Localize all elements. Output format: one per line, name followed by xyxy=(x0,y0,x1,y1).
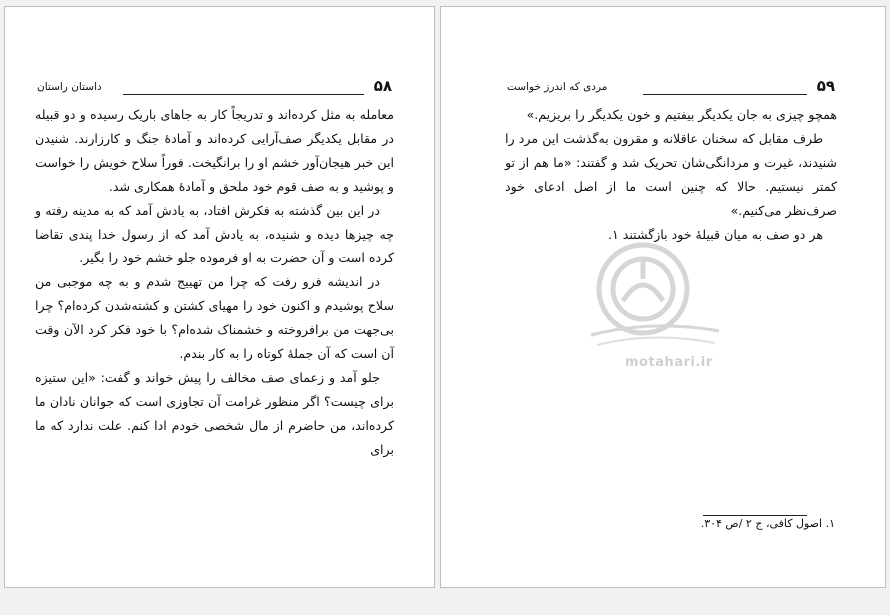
left-page-body xyxy=(35,103,394,462)
page-number: ۵۸ xyxy=(373,77,392,95)
right-page-header xyxy=(507,76,835,98)
paragraph: در اندیشه فرو رفت که چرا من تهییج شدم و به چه موجبی من سلاح پوشیدم و اکنون خود را مهیای کشتن و کشته‌شدن کرده‌ام؟ چرا بی‌جهت من برافروخته و خشمناک شده‌ام؟ با خود فکر کرد الآن وقت آن است که آن جملهٔ کوتاه را به کار بندم. xyxy=(35,274,394,362)
header-rule xyxy=(643,94,807,95)
header-rule xyxy=(123,94,364,95)
right-page-body xyxy=(505,103,837,246)
watermark-url: motahari.ir xyxy=(625,355,713,370)
running-title: مردی که اندرز خواست xyxy=(507,81,608,93)
right-book-page xyxy=(440,6,886,588)
running-title: داستان راستان xyxy=(37,81,102,93)
paragraph: در این بین گذشته به فکرش افتاد، به یادش آمد که به مدینه رفته و چه چیزها دیده و شنیده، به یادش آمد که از رسول خدا پندی تقاضا کرده است و آن حضرت به او فرموده جلو خشم خود را بگیر. xyxy=(35,202,394,266)
page-number: ۵۹ xyxy=(816,77,835,95)
left-book-page xyxy=(4,6,435,588)
paragraph: همچو چیزی به جان یکدیگر بیفتیم و خون یکدیگر را بریزیم.» xyxy=(526,107,837,122)
paragraph: هر دو صف به میان قبیلهٔ خود بازگشتند ۱. xyxy=(607,226,823,242)
footnote: ۱. اصول کافی، ج ۲ /ص ۳۰۴. xyxy=(700,517,835,530)
paragraph: جلو آمد و زعمای صف مخالف را پیش خواند و گفت: «این ستیزه برای چیست؟ اگر منظور غرامت آن تجاوزی است که جوانان نادان ما کرده‌اند، من حاضرم از مال شخصی خودم ادا کنم. علت ندارد که ما برای xyxy=(35,369,394,457)
watermark-logo-icon xyxy=(583,239,723,359)
paragraph: طرف مقابل که سخنان عاقلانه و مقرون به‌گذشت این مرد را شنیدند، غیرت و مردانگی‌شان تحریک شد و گفتند: «ما هم از تو کمتر نیستیم. حالا که چنین است ما از اصل ادعای خود صرف‌نظر می‌کنیم.» xyxy=(505,130,837,218)
paragraph: معامله به مثل کرده‌اند و تدریجاً کار به جاهای باریک رسیده و دو قبیله در مقابل یکدیگر صف‌آرایی کرده‌اند و آمادهٔ جنگ و کارزارند. شنیدن این خبر هیجان‌آور خشم او را برانگیخت. فوراً سلاح خویش را خواست و پوشید و به صف قوم خود ملحق و آمادهٔ همکاری شد. xyxy=(35,107,394,194)
left-page-header xyxy=(37,76,392,98)
